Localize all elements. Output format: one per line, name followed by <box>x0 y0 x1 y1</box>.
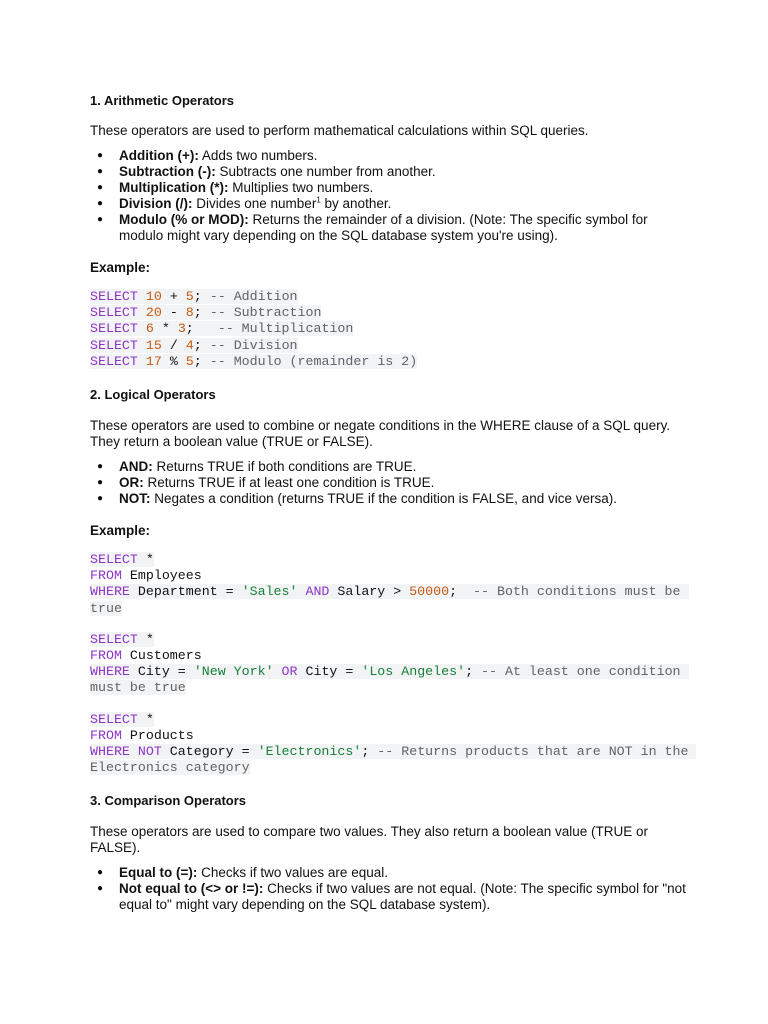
code-block-arithmetic: SELECT 10 + 5; -- Addition SELECT 20 - 8; -- Subtraction SELECT 6 * 3; -- Multiplication SELECT 15 / 4; -- Division SELECT 17 % 5; -- Modulo (remainder is 2) <box>90 289 418 369</box>
comparison-intro: These operators are used to compare two values. They also return a boolean value (TRUE or FALSE). <box>90 824 649 856</box>
section-title-comparison: 3. Comparison Operators <box>90 793 247 809</box>
list-item: ● Subtraction (-): Subtracts one number from another. <box>90 164 690 180</box>
arithmetic-list <box>90 148 690 244</box>
footnote-marker[interactable]: 1 <box>316 195 321 205</box>
list-item: ● Not equal to (<> or !=): Checks if two values are not equal. (Note: The specific symbol for "not equal to" might vary depending on the SQL database system). <box>90 881 690 913</box>
list-item: ● OR: Returns TRUE if at least one condition is TRUE. <box>90 475 690 491</box>
logical-intro: These operators are used to combine or negate conditions in the WHERE clause of a SQL query. They return a boolean value (TRUE or FALSE). <box>90 418 671 450</box>
list-item: ● Multiplication (*): Multiplies two numbers. <box>90 180 690 196</box>
example-label: Example: <box>90 260 151 275</box>
list-item: ● Division (/): Divides one number$^1$ by another. <box>90 196 690 212</box>
example-label: Example: <box>90 523 151 539</box>
section-title-arithmetic: 1. Arithmetic Operators <box>90 93 235 108</box>
logical-list <box>90 459 690 507</box>
list-item: ● Equal to (=): Checks if two values are equal. <box>90 865 690 881</box>
code-block-logical-and: SELECT * FROM Employees WHERE Department = 'Sales' AND Salary > 50000; -- Both conditions must be true <box>90 552 689 616</box>
list-item: ● NOT: Negates a condition (returns TRUE if the condition is FALSE, and vice versa). <box>90 491 690 507</box>
document-page <box>90 92 697 913</box>
comparison-list <box>90 865 690 913</box>
section-title-logical: 2. Logical Operators <box>90 387 216 403</box>
code-block-logical-not: SELECT * FROM Products WHERE NOT Category = 'Electronics'; -- Returns products that are NOT in the Electronics category <box>90 711 697 776</box>
code-block-logical-or: SELECT * FROM Customers WHERE City = 'New York' OR City = 'Los Angeles'; -- At least one condition must be true <box>90 631 689 696</box>
list-item: ● Modulo (% or MOD): Returns the remainder of a division. (Note: The specific symbol for modulo might vary depending on the SQL database system you're using). <box>90 212 690 244</box>
arithmetic-intro: These operators are used to perform mathematical calculations within SQL queries. <box>90 123 589 138</box>
list-item: ● AND: Returns TRUE if both conditions are TRUE. <box>90 459 690 475</box>
list-item: ● Addition (+): Adds two numbers. <box>90 148 690 164</box>
